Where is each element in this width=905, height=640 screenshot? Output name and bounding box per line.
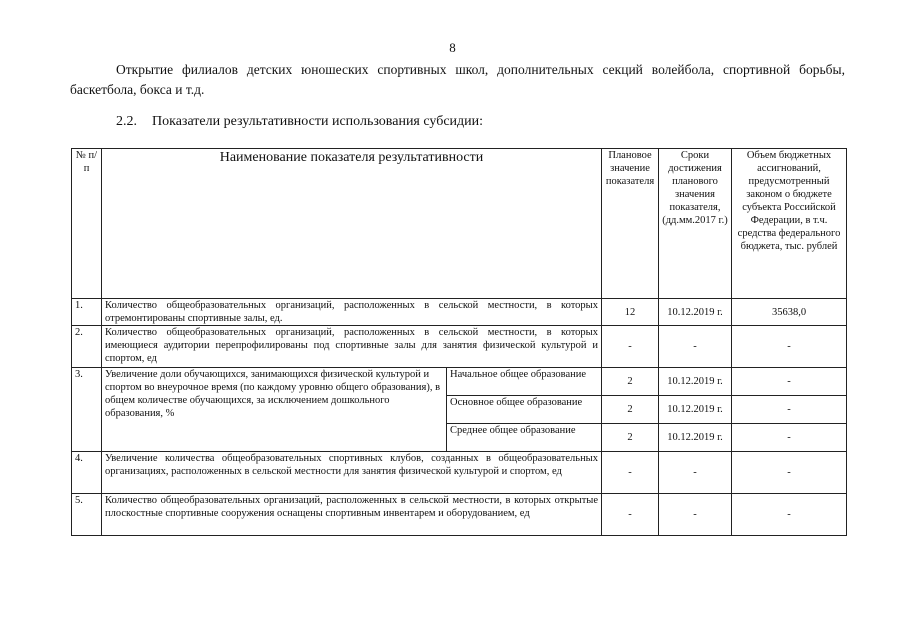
row-deadline: 10.12.2019 г.	[659, 368, 732, 396]
row-budget: -	[732, 494, 847, 536]
section-number: 2.2.	[116, 114, 137, 129]
row-plan: 2	[602, 424, 659, 452]
section-heading	[116, 114, 483, 130]
education-level: Среднее общее образование	[447, 424, 602, 452]
table-row	[72, 299, 847, 326]
row-number: 1.	[72, 299, 102, 326]
row-deadline: 10.12.2019 г.	[659, 396, 732, 424]
header-name: Наименование показателя результативности	[102, 149, 602, 299]
table-row	[72, 494, 847, 536]
table-row	[72, 452, 847, 494]
row-plan: 2	[602, 368, 659, 396]
header-deadline: Сроки достижения планового значения показателя, (дд.мм.2017 г.)	[659, 149, 732, 299]
row-plan: -	[602, 326, 659, 368]
row-deadline: -	[659, 326, 732, 368]
row-plan: 12	[602, 299, 659, 326]
row-budget: -	[732, 326, 847, 368]
row-number: 5.	[72, 494, 102, 536]
row-budget: -	[732, 396, 847, 424]
row-name: Увеличение доли обучающихся, занимающихся физической культурой и спортом во внеурочное время (по каждому уровню общего образования), в общем количестве обучающихся, за исключением дошкольного образования, %	[102, 368, 447, 452]
education-level: Основное общее образование	[447, 396, 602, 424]
header-plan: Плановое значение показателя	[602, 149, 659, 299]
row-number: 4.	[72, 452, 102, 494]
page-number: 8	[449, 40, 456, 55]
row-name: Количество общеобразовательных организаций, расположенных в сельской местности, в которых открытые плоскостные спортивные сооружения оснащены спортивным инвентарем и оборудованием, ед	[102, 494, 602, 536]
row-budget: 35638,0	[732, 299, 847, 326]
row-number: 2.	[72, 326, 102, 368]
row-deadline: 10.12.2019 г.	[659, 424, 732, 452]
row-deadline: 10.12.2019 г.	[659, 299, 732, 326]
indicators-table	[71, 148, 847, 536]
row-plan: -	[602, 452, 659, 494]
row-deadline: -	[659, 494, 732, 536]
header-budget: Объем бюджетных ассигнований, предусмотренный законом о бюджете субъекта Российской Федерации, в т.ч. средства федерального бюджета, тыс. рублей	[732, 149, 847, 299]
intro-paragraph: Открытие филиалов детских юношеских спортивных школ, дополнительных секций волейбола, спортивной борьбы, баскетбола, бокса и т.д.	[70, 62, 845, 97]
row-name: Количество общеобразовательных организаций, расположенных в сельской местности, в которых имеющиеся аудитории перепрофилированы под спортивные залы для занятия физической культурой и спортом, ед	[102, 326, 602, 368]
row-number: 3.	[72, 368, 102, 452]
row-budget: -	[732, 368, 847, 396]
header-num: № п/п	[72, 149, 102, 299]
education-level: Начальное общее образование	[447, 368, 602, 396]
row-deadline: -	[659, 452, 732, 494]
row-budget: -	[732, 424, 847, 452]
table-header-row	[72, 149, 847, 299]
row-name: Увеличение количества общеобразовательных спортивных клубов, созданных в общеобразовательных организациях, расположенных в сельской местности для занятия физической культурой и спортом, ед	[102, 452, 602, 494]
row-plan: 2	[602, 396, 659, 424]
table-row	[72, 326, 847, 368]
section-title: Показатели результативности использования субсидии:	[152, 114, 484, 129]
row-budget: -	[732, 452, 847, 494]
row-name: Количество общеобразовательных организаций, расположенных в сельской местности, в которых отремонтированы спортивные залы, ед.	[102, 299, 602, 326]
table-row	[72, 368, 847, 396]
row-plan: -	[602, 494, 659, 536]
